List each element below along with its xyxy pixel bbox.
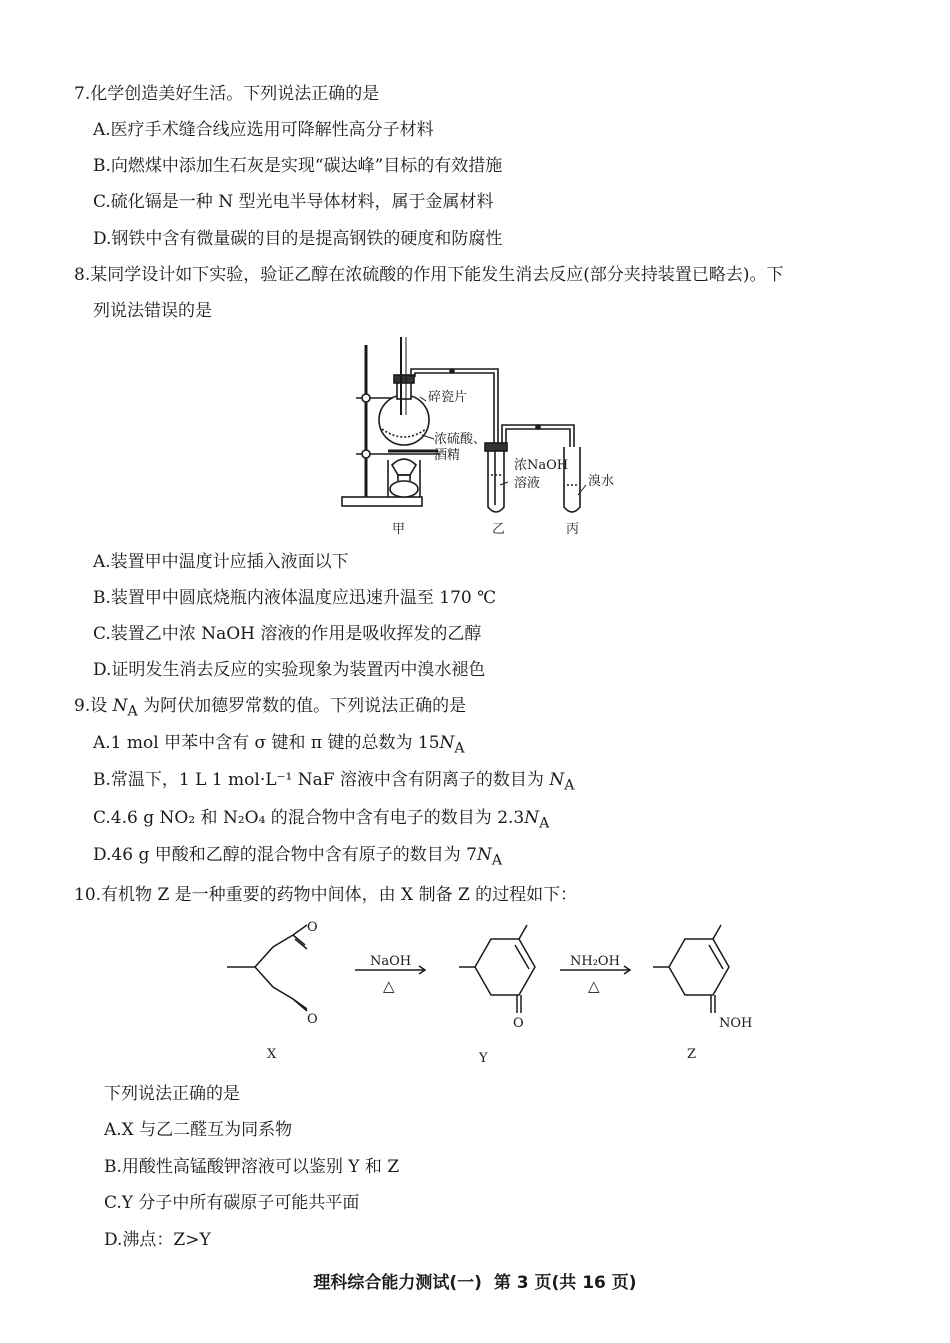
reagent-2-label: NH₂OH <box>570 954 620 969</box>
label-bromine: 溴水 <box>588 474 615 489</box>
q9-option-a-text: A.1 mol 甲苯中含有 σ 键和 π 键的总数为 15 <box>93 733 440 753</box>
q9-option-d <box>93 843 502 872</box>
q10-option-b: B.用酸性高锰酸钾溶液可以鉴别 Y 和 Z <box>104 1157 400 1177</box>
na-subscript: A <box>127 703 138 720</box>
na-symbol: N <box>476 845 492 865</box>
label-bing: 丙 <box>566 522 580 537</box>
na-subscript: A <box>539 815 550 832</box>
q7-option-b: B.向燃煤中添加生石灰是实现“碳达峰”目标的有效措施 <box>93 156 503 176</box>
label-acid-line1: 浓硫酸、 <box>434 432 487 447</box>
na-subscript: A <box>491 852 503 869</box>
q9-option-b <box>93 768 574 797</box>
q10-option-c: C.Y 分子中所有碳原子可能共平面 <box>104 1193 360 1213</box>
alcohol-lamp <box>390 481 418 497</box>
label-naoh-line2: 溶液 <box>514 476 541 491</box>
na-symbol: N <box>112 696 128 716</box>
q7-stem: 7.化学创造美好生活。下列说法正确的是 <box>74 84 380 104</box>
footer-page-number: 第 3 页(共 16 页) <box>493 1273 637 1293</box>
x-upper-o-label: O <box>307 920 318 935</box>
q9-option-b-text: B.常温下，1 L 1 mol·L⁻¹ NaF 溶液中含有阴离子的数目为 <box>93 770 550 790</box>
na-subscript: A <box>564 777 575 794</box>
q7-option-d: D.钢铁中含有微量碳的目的是提高钢铁的硬度和防腐性 <box>93 229 503 249</box>
footer-title: 理科综合能力测试(一) <box>313 1273 482 1293</box>
q9-option-c <box>93 806 549 835</box>
q10-option-a: A.X 与乙二醛互为同系物 <box>104 1120 293 1140</box>
z-noh-label: NOH <box>719 1016 753 1031</box>
q8-option-d: D.证明发生消去反应的实验现象为装置丙中溴水褪色 <box>93 660 486 680</box>
q8-apparatus-figure <box>330 335 630 540</box>
test-tube-yi <box>488 449 504 512</box>
na-symbol: N <box>439 733 455 753</box>
y-o-label: O <box>513 1016 524 1031</box>
q10-reaction-scheme <box>215 915 775 1070</box>
q7-option-c: C.硫化镉是一种 N 型光电半导体材料，属于金属材料 <box>93 192 494 212</box>
q9-stem-post: 为阿伏加德罗常数的值。下列说法正确的是 <box>137 696 467 716</box>
label-yi: 乙 <box>492 522 506 537</box>
q7-option-a: A.医疗手术缝合线应选用可降解性高分子材料 <box>93 120 434 140</box>
na-subscript: A <box>454 740 465 757</box>
test-tube-bing <box>564 447 580 512</box>
label-y: Y <box>479 1051 488 1066</box>
label-z: Z <box>687 1047 697 1062</box>
q10-stem: 10.有机物 Z 是一种重要的药物中间体，由 X 制备 Z 的过程如下： <box>74 885 578 905</box>
x-lower-o-label: O <box>307 1012 318 1027</box>
q9-option-c-text: C.4.6 g NO₂ 和 N₂O₄ 的混合物中含有电子的数目为 2.3 <box>93 808 525 828</box>
q8-option-b: B.装置甲中圆底烧瓶内液体温度应迅速升温至 170 ℃ <box>93 588 497 608</box>
q8-stem-line1: 8.某同学设计如下实验，验证乙醇在浓硫酸的作用下能发生消去反应(部分夹持装置已略去)。下 <box>74 265 784 285</box>
label-jia: 甲 <box>392 522 406 537</box>
q10-sub-stem: 下列说法正确的是 <box>104 1084 240 1104</box>
q9-option-a <box>93 731 465 760</box>
molecule-z <box>669 939 729 995</box>
q8-option-c: C.装置乙中浓 NaOH 溶液的作用是吸收挥发的乙醇 <box>93 624 482 644</box>
label-acid-line2: 酒精 <box>434 448 461 463</box>
page-footer <box>0 1268 950 1293</box>
q8-stem-line2: 列说法错误的是 <box>93 301 212 321</box>
q9-stem <box>74 694 466 723</box>
q9-option-d-text: D.46 g 甲酸和乙醇的混合物中含有原子的数目为 7 <box>93 845 477 865</box>
q10-option-d: D.沸点：Z>Y <box>104 1230 211 1250</box>
label-naoh-line1: 浓NaOH <box>514 458 569 473</box>
reagent-1-label: NaOH <box>370 954 412 969</box>
molecule-x <box>227 925 307 967</box>
heat-1-symbol: △ <box>383 977 395 995</box>
label-chips: 碎瓷片 <box>428 390 468 405</box>
round-bottom-flask <box>379 395 429 445</box>
q8-option-a: A.装置甲中温度计应插入液面以下 <box>93 552 349 572</box>
na-symbol: N <box>524 808 540 828</box>
heat-2-symbol: △ <box>588 977 600 995</box>
q9-stem-pre: 9.设 <box>74 696 113 716</box>
label-x: X <box>267 1047 277 1062</box>
molecule-y <box>475 939 535 995</box>
na-symbol: N <box>549 770 565 790</box>
stand-base <box>342 497 422 506</box>
